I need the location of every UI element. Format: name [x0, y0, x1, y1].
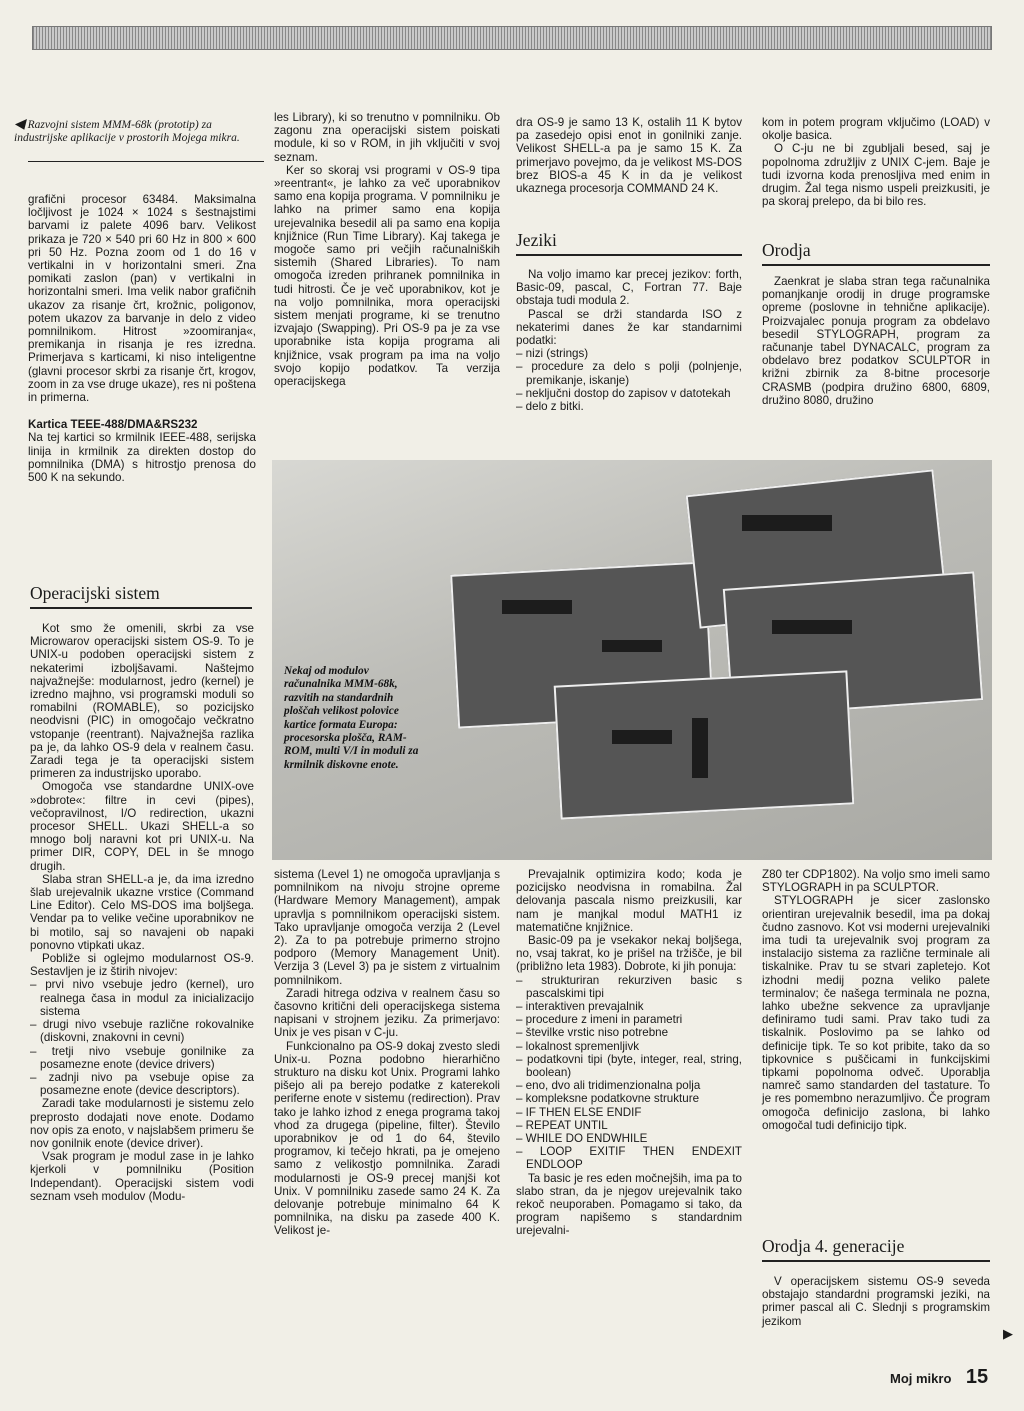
- kartica-paragraph: Na tej kartici so krmilnik IEEE-488, serijska linija in krmilnik za direkten dostop do pomnilnika (DMA) s hitrostjo prenosa do 500 K na sekundo.: [28, 431, 256, 485]
- operacijski-sistem-section: [30, 622, 254, 1203]
- list-item: – tretji nivo vsebuje gonilnike za posamezne enote (device drivers): [30, 1044, 254, 1071]
- op-paragraph-1: Kot smo že omenili, skrbi za vse Microwarov operacijski sistem OS-9. To je UNIX-u podoben operacijski sistem z nekaterimi izboljšavami. Naštejmo najvažnejše: modularnost, jedro (kernel) je izredno majhno, vsi programski moduli so romabilni (ROMABLE), so pozicijsko neodvisni (PIC) in omogočajo večkratno vstopanje (reentrant). Najvažnejša razlika pa je, da lahko OS-9 dela v realnem času. Zaradi tega je ta operacijski sistem primeren za industrijsko uporabo.: [30, 622, 254, 781]
- col3b-paragraph-3: Ta basic je res eden močnejših, ima pa to slabo stran, da je njegov urejevalnik tako rekoč neuporaben. Pomagamo si tako, da program napišemo s standardnim urejevalni-: [516, 1171, 742, 1238]
- kartica-heading: Kartica TEEE-488/DMA&RS232: [28, 418, 198, 432]
- list-item: – procedure z imeni in parametri: [516, 1013, 683, 1027]
- col3b-paragraph-2: Basic-09 pa je vsekakor nekaj boljšega, no, vsaj takrat, ko je prišel na tržišče, je bil (približno leta 1983). Dobrote, ki jih ponuja:: [516, 934, 742, 974]
- list-item: – nizi (strings): [516, 347, 589, 361]
- column-2-bottom: [274, 868, 500, 1238]
- top-caption-text: Razvojni sistem MMM-68k (prototip) za industrijske aplikacije v prostorih Mojega mikra.: [14, 119, 240, 144]
- list-item: – kompleksne podatkovne strukture: [516, 1092, 700, 1106]
- list-item: – WHILE DO ENDWHILE: [516, 1132, 648, 1146]
- operacijski-sistem-heading: Operacijski sistem: [30, 583, 252, 609]
- column-4-bottom: [762, 868, 990, 1132]
- page-number: 15: [965, 1366, 989, 1388]
- list-item: – REPEAT UNTIL: [516, 1118, 608, 1132]
- list-item: – procedure za delo s polji (polnjenje, premikanje, iskanje): [516, 360, 742, 387]
- chip: [602, 640, 662, 652]
- col1-paragraph: grafični procesor 63484. Maksimalna ločljivost je 1024 × 1024 s šestnajstimi barvami iz palete 4096 barv. Velikost prikaza je 720 × 540 pri 60 Hz in 800 × 600 pri 50 Hz. Pozna zoom od 1 do 16 v vertikalni in v horizontalni smeri. Zna pomikati zaslon (pan) v vertikalni in horizontalni smeri. Ima velik nabor grafičnih ukazov za risanje črt, krožnic, poligonov, potem ukazov za barvanje in delo z video pomnilnikom. Hitrost »zoomiranja«, premikanja in risanja je res izredna. Primerjava s karticami, ki niso inteligentne (glavni procesor skrbi za risanje črt, krogov, zoom in za vse druge ukaze), res ni poštena in primerna.: [28, 193, 256, 405]
- list-item: – delo z bitki.: [516, 400, 584, 414]
- list-item: – strukturiran rekurziven basic s pascalskimi tipi: [516, 973, 742, 1000]
- list-item: – lokalnost spremenljivk: [516, 1039, 640, 1053]
- orodja-heading: Orodja: [762, 240, 990, 266]
- jeziki-heading: Jeziki: [516, 230, 742, 256]
- orodja-section: [762, 275, 990, 407]
- orodja-4-generacije-heading: Orodja 4. generacije: [762, 1236, 990, 1262]
- orodja4-paragraph: V operacijskem sistemu OS-9 seveda obstajajo standardni programski jeziki, na primer pascal ali C. Slednji s programskim jezikom: [762, 1275, 990, 1328]
- jeziki-paragraph-2: Pascal se drži standarda ISO z nekaterimi danes že kar standarnimi podatki:: [516, 307, 742, 348]
- column-2-top: [274, 111, 500, 388]
- col2b-paragraph-3: Funkcionalno pa OS-9 dokaj zvesto sledi Unix-u. Pozna podobno hierarhično strukturo na disku kot Unix. Programi lahko pišejo ali pa berejo podatke z katerekoli periferne enote v sistemu (redirection). Prav tako je lahko izhod z enega programa takoj vhod za drugega (pipeline, filter). Število uporabnikov je od 1 do 64, število programov, ki tečejo hkrati, pa je omejeno samo z velikostjo pomnilnika. Zaradi modularnosti je OS-9 precej manjši kot Unix. V pomnilniku zasede samo 24 K. Za delovanje potrebuje minimalno 64 K pomnilnika, na disku pa zasede 400 K. Velikost je-: [274, 1039, 500, 1238]
- col2-paragraph-2: Ker so skoraj vsi programi v OS-9 tipa »reentrant«, je lahko za več uporabnikov samo ena kopija programa. V pomnilniku je lahko na primer samo ena kopija urejevalnika besedil ali pa samo ena kopija knjižnice (Run Time Library). Kaj takega je mogoče samo pri večjih računalniških sistemih (Shared Libraries). To nam omogoča izreden prihranek pomnilnika in tudi hitrosti. Če je več uporabnikov, kot je na voljo pomnilnika, mora operacijski sistem menjati programe, ki se trenutno izvajajo (Swapping). Pri OS-9 pa je za vse uporabnike ista kopija programa ali knjižnice, vsak program pa ima na voljo svojo kopijo podatkov. Ta verzija operacijskega: [274, 163, 500, 389]
- basic-features-list: [516, 974, 742, 1172]
- continue-arrow-icon: ▶: [1003, 1326, 1013, 1341]
- list-item: – prvi nivo vsebuje jedro (kernel), uro realnega časa in modul za inicializacijo sistema: [30, 978, 254, 1018]
- column-1-top: [28, 193, 256, 484]
- hardware-photo: [272, 460, 992, 860]
- col2b-paragraph-1: sistema (Level 1) ne omogoča upravljanja s pomnilnikom na nivoju strojne opreme (Hardware Memory Management), ampak upravlja s pomnilnikom operacijski sistem. Tako upravljanje omogoča verzija 2 (Level 2). Za to pa potrebuje primerno strojno podporo (Memory Management Unit). Verzija 3 (Level 3) pa je sistem z virtualnim pomnilnikom.: [274, 868, 500, 987]
- orodja-paragraph: Zaenkrat je slaba stran tega računalnika pomanjkanje orodij in druge programske opreme (poslovne in tehnične aplikacije). Proizvajalec ponuja program za obdelavo besedil STYLOGRAPH, program za računanje tabel DYNACALC, program za obdelavo brez podatkov SCULPTOR in križni zbirnik za 8-bitne procesorje CRASMB (podpira družino 6800, 6809, družino 8080, družino: [762, 275, 990, 407]
- jeziki-list: [516, 347, 742, 413]
- chip: [772, 620, 852, 634]
- chip: [742, 515, 832, 531]
- column-3-top: [516, 116, 742, 195]
- col4-paragraph-2: O C-ju ne bi zgubljali besed, saj je popolnoma združljiv z UNIX C-jem. Baje je tudi izvorna koda prenosljiva med enim in drugim. Žal tega nismo uspeli preizkusiti, je pa skoraj prelepo, da bi bilo res.: [762, 142, 990, 209]
- list-item: – interaktiven prevajalnik: [516, 1000, 644, 1014]
- op-paragraph-6: Vsak program je modul zase in je lahko kjerkoli v pomnilniku (Position Independant). Operacijski sistem vodi seznam vseh modulov (Modu-: [30, 1150, 254, 1203]
- chip: [612, 730, 672, 744]
- op-paragraph-4: Pobliže si oglejmo modularnost OS-9. Sestavljen je iz štirih nivojev:: [30, 952, 254, 979]
- magazine-name: Moj mikro: [890, 1371, 952, 1386]
- col4b-paragraph-2: STYLOGRAPH je sicer zaslonsko orientiran urejevalnik besedil, ima pa dokaj čudno zasnovo. Kot vsi moderni urejevalniki ima tudi ta urejevalnik svoj program za instalacijo sistema za različne terminale ali tiskalnike. Prav tu se stvari zapletejo. Kot izhodni medij pozna veliko palete terminalov; če našega terminala ne pozna, lahko ubežne sekvence za upravljanje definiramo tudi sami. Prav tako tudi za tiskalnik. Poslovimo pa se lahko od definicije tipk. Te so kot pribite, tako da so tipkovnice s puščicami in funkcijskimi tipkami popolnoma odveč. Uporablja namreč samo standarden del tastature. To je res pomembno nerazumljivo. Če program omogoča definicijo zaslona, bi lahko omogočal tudi definicijo tipk.: [762, 894, 990, 1132]
- list-item: – LOOP EXITIF THEN ENDEXIT ENDLOOP: [516, 1145, 742, 1172]
- jeziki-paragraph-1: Na voljo imamo kar precej jezikov: forth, Basic-09, pascal, C, Fortran 77. Baje obstaja tudi modula 2.: [516, 268, 742, 308]
- list-item: – eno, dvo ali tridimenzionalna polja: [516, 1079, 701, 1093]
- col3b-paragraph-1: Prevajalnik optimizira kodo; koda je pozicijsko neodvisna in romabilna. Žal delovanja pascala nismo preizkusili, kar nam je manjkal modul MATH1 iz matematične knjižnice.: [516, 868, 742, 934]
- header-stripe: [32, 26, 992, 50]
- col4-top-paragraph: kom in potem program vključimo (LOAD) v okolje basica.: [762, 116, 990, 143]
- op-paragraph-3: Slaba stran SHELL-a je, da ima izredno šlab urejevalnik ukazne vrstice (Command Line Editor). Celo MS-DOS ima boljšega. Vendar pa to velike večine uporabnikov ne bi motilo, saj so navajeni ob napaki ponovno vtipkati ukaz.: [30, 872, 254, 952]
- page-footer: [890, 1366, 988, 1389]
- op-paragraph-2: Omogoča vse standardne UNIX-ove »dobrote«: filtre in cevi (pipes), večopravilnost, I/O redirection, ukazni procesor SHELL. Ukazi SHELL-a so mnogo bolj naravni kot pri UNIX-u. Na primer DIR, COPY, DEL in še mnogo drugih.: [30, 780, 254, 873]
- column-4-top: [762, 116, 990, 208]
- col2-top-paragraph: les Library), ki so trenutno v pomnilniku. Ob zagonu zna operacijski sistem poiskati module, ki so v ROM, in jih vključiti v svoj seznam.: [274, 111, 500, 164]
- chip: [502, 600, 572, 614]
- top-caption: [14, 118, 264, 145]
- orodja-4-section: [762, 1275, 990, 1328]
- col4b-paragraph-1: Z80 ter CDP1802). Na voljo smo imeli samo STYLOGRAPH in pa SCULPTOR.: [762, 868, 990, 895]
- op-list: [30, 978, 254, 1097]
- arrow-left-icon: ◀: [14, 117, 25, 132]
- col2b-paragraph-2: Zaradi hitrega odziva v realnem času so časovno kritični deli operacijskega sistema napisani v strojnem jeziku. Za primerjavo: Unix je ves pisan v C-ju.: [274, 986, 500, 1040]
- op-paragraph-5: Zaradi take modularnosti je sistemu zelo preprosto dodajati nove enote. Dodamo nov opis za enoto, v najslabšem primeru še nov gonilnik enote (device driver).: [30, 1097, 254, 1150]
- col3-top-paragraph: dra OS-9 je samo 13 K, ostalih 11 K bytov pa zasedejo opisi enot in gonilniki zanje. Velikost SHELL-a pa je samo 15 K. Za primerjavo povejmo, da je velikost MS-DOS brez BIOS-a 45 K in da je velikost ukaznega procesorja COMMAND 24 K.: [516, 116, 742, 196]
- list-item: – drugi nivo vsebuje različne rokovalnike (diskovni, znakovni in cevni): [30, 1018, 254, 1045]
- list-item: – IF THEN ELSE ENDIF: [516, 1105, 642, 1119]
- list-item: – številke vrstic niso potrebne: [516, 1026, 669, 1040]
- list-item: – neključni dostop do zapisov v datotekah: [516, 386, 731, 400]
- photo-caption: Nekaj od modulov računalnika MMM-68k, razvitih na standardnih ploščah velikost polovice kartice formata Europa: procesorska plošča, RAM-ROM, multi V/I in moduli za krmilnik diskovne enote.: [284, 665, 419, 771]
- chip: [692, 718, 708, 778]
- list-item: – podatkovni tipi (byte, integer, real, string, boolean): [516, 1052, 742, 1080]
- jeziki-section: [516, 268, 742, 413]
- list-item: – zadnji nivo pa vsebuje opise za posamezne enote (device descriptors).: [30, 1070, 254, 1098]
- caption-rule: [28, 161, 264, 162]
- column-3-bottom: [516, 868, 742, 1238]
